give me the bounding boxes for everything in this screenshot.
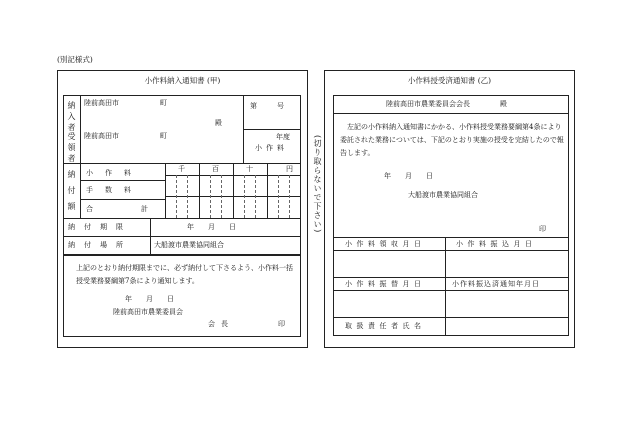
amount-row-total: 合計 — [86, 205, 196, 213]
digit-header-yen: 円 — [286, 165, 293, 173]
deadline-value: 年 月 日 — [187, 223, 236, 231]
right-notice: 左記の小作料納入通知書にかかる、小作料授受業務要綱第4条により委託された業務については、下記のとおり実施の授受を完結したので報告します。 — [340, 123, 564, 157]
right-date: 年 月 日 — [384, 172, 433, 180]
left-notice: 上記のとおり納付期限までに、必ず納付して下さるよう、小作料一括授受業務要綱第7条により通知します。 — [76, 264, 293, 285]
left-signer: 会長 — [208, 320, 234, 328]
amount-row-rent: 小作料 — [86, 169, 143, 177]
left-date: 年 月 日 — [125, 295, 174, 303]
digit-header-thousand: 千 — [178, 165, 185, 173]
form-label: (別記様式) — [57, 55, 93, 64]
deadline-label: 納付期限 — [68, 223, 132, 231]
payer-town: 町 — [160, 99, 167, 107]
right-addressee: 陸前高田市農業委員会会長 — [386, 100, 470, 108]
right-addressee-honorific: 殿 — [500, 100, 507, 108]
digit-header-ten: 十 — [246, 165, 253, 173]
amount-label: 納付額 — [67, 170, 76, 218]
handler-name-label: 取扱責任者氏名 — [345, 322, 426, 330]
amount-row-fee: 手数料 — [86, 186, 143, 194]
right-seal: 印 — [539, 225, 546, 233]
received-date-label: 小作料領収月日 — [345, 240, 426, 248]
left-issuer: 陸前高田市農業委員会 — [113, 308, 183, 316]
right-report-box — [333, 95, 569, 238]
recipient-city: 陸前高田市 — [84, 132, 119, 140]
digit-header-hundred: 百 — [212, 165, 219, 173]
place-value: 大船渡市農業協同組合 — [154, 241, 224, 249]
transfer-date-label: 小作料振込月日 — [456, 240, 537, 248]
left-seal: 印 — [278, 320, 285, 328]
transfer-notice-date-label: 小作料振込済通知年月日 — [452, 280, 540, 288]
place-label: 納付場所 — [68, 241, 132, 249]
right-issuer: 大船渡市農業協同組合 — [408, 191, 478, 199]
fiscal-year-label: 年度 — [276, 133, 290, 141]
payer-city: 陸前高田市 — [84, 99, 119, 107]
rent-label-short: 小作料 — [255, 144, 288, 152]
recipient-label: 受領者 — [67, 132, 76, 165]
right-title: 小作料授受済通知書 (乙) — [407, 76, 492, 85]
payer-honorific: 殿 — [215, 119, 222, 127]
cut-line-text: (切り取らないで下さい) — [313, 135, 322, 234]
substitute-date-label: 小作料振替月日 — [345, 280, 426, 288]
payer-label: 納入者 — [67, 101, 76, 134]
recipient-town: 町 — [160, 132, 167, 140]
left-title: 小作料納入通知書 (甲) — [144, 76, 221, 85]
slip-number-label: 第 号 — [250, 102, 286, 110]
